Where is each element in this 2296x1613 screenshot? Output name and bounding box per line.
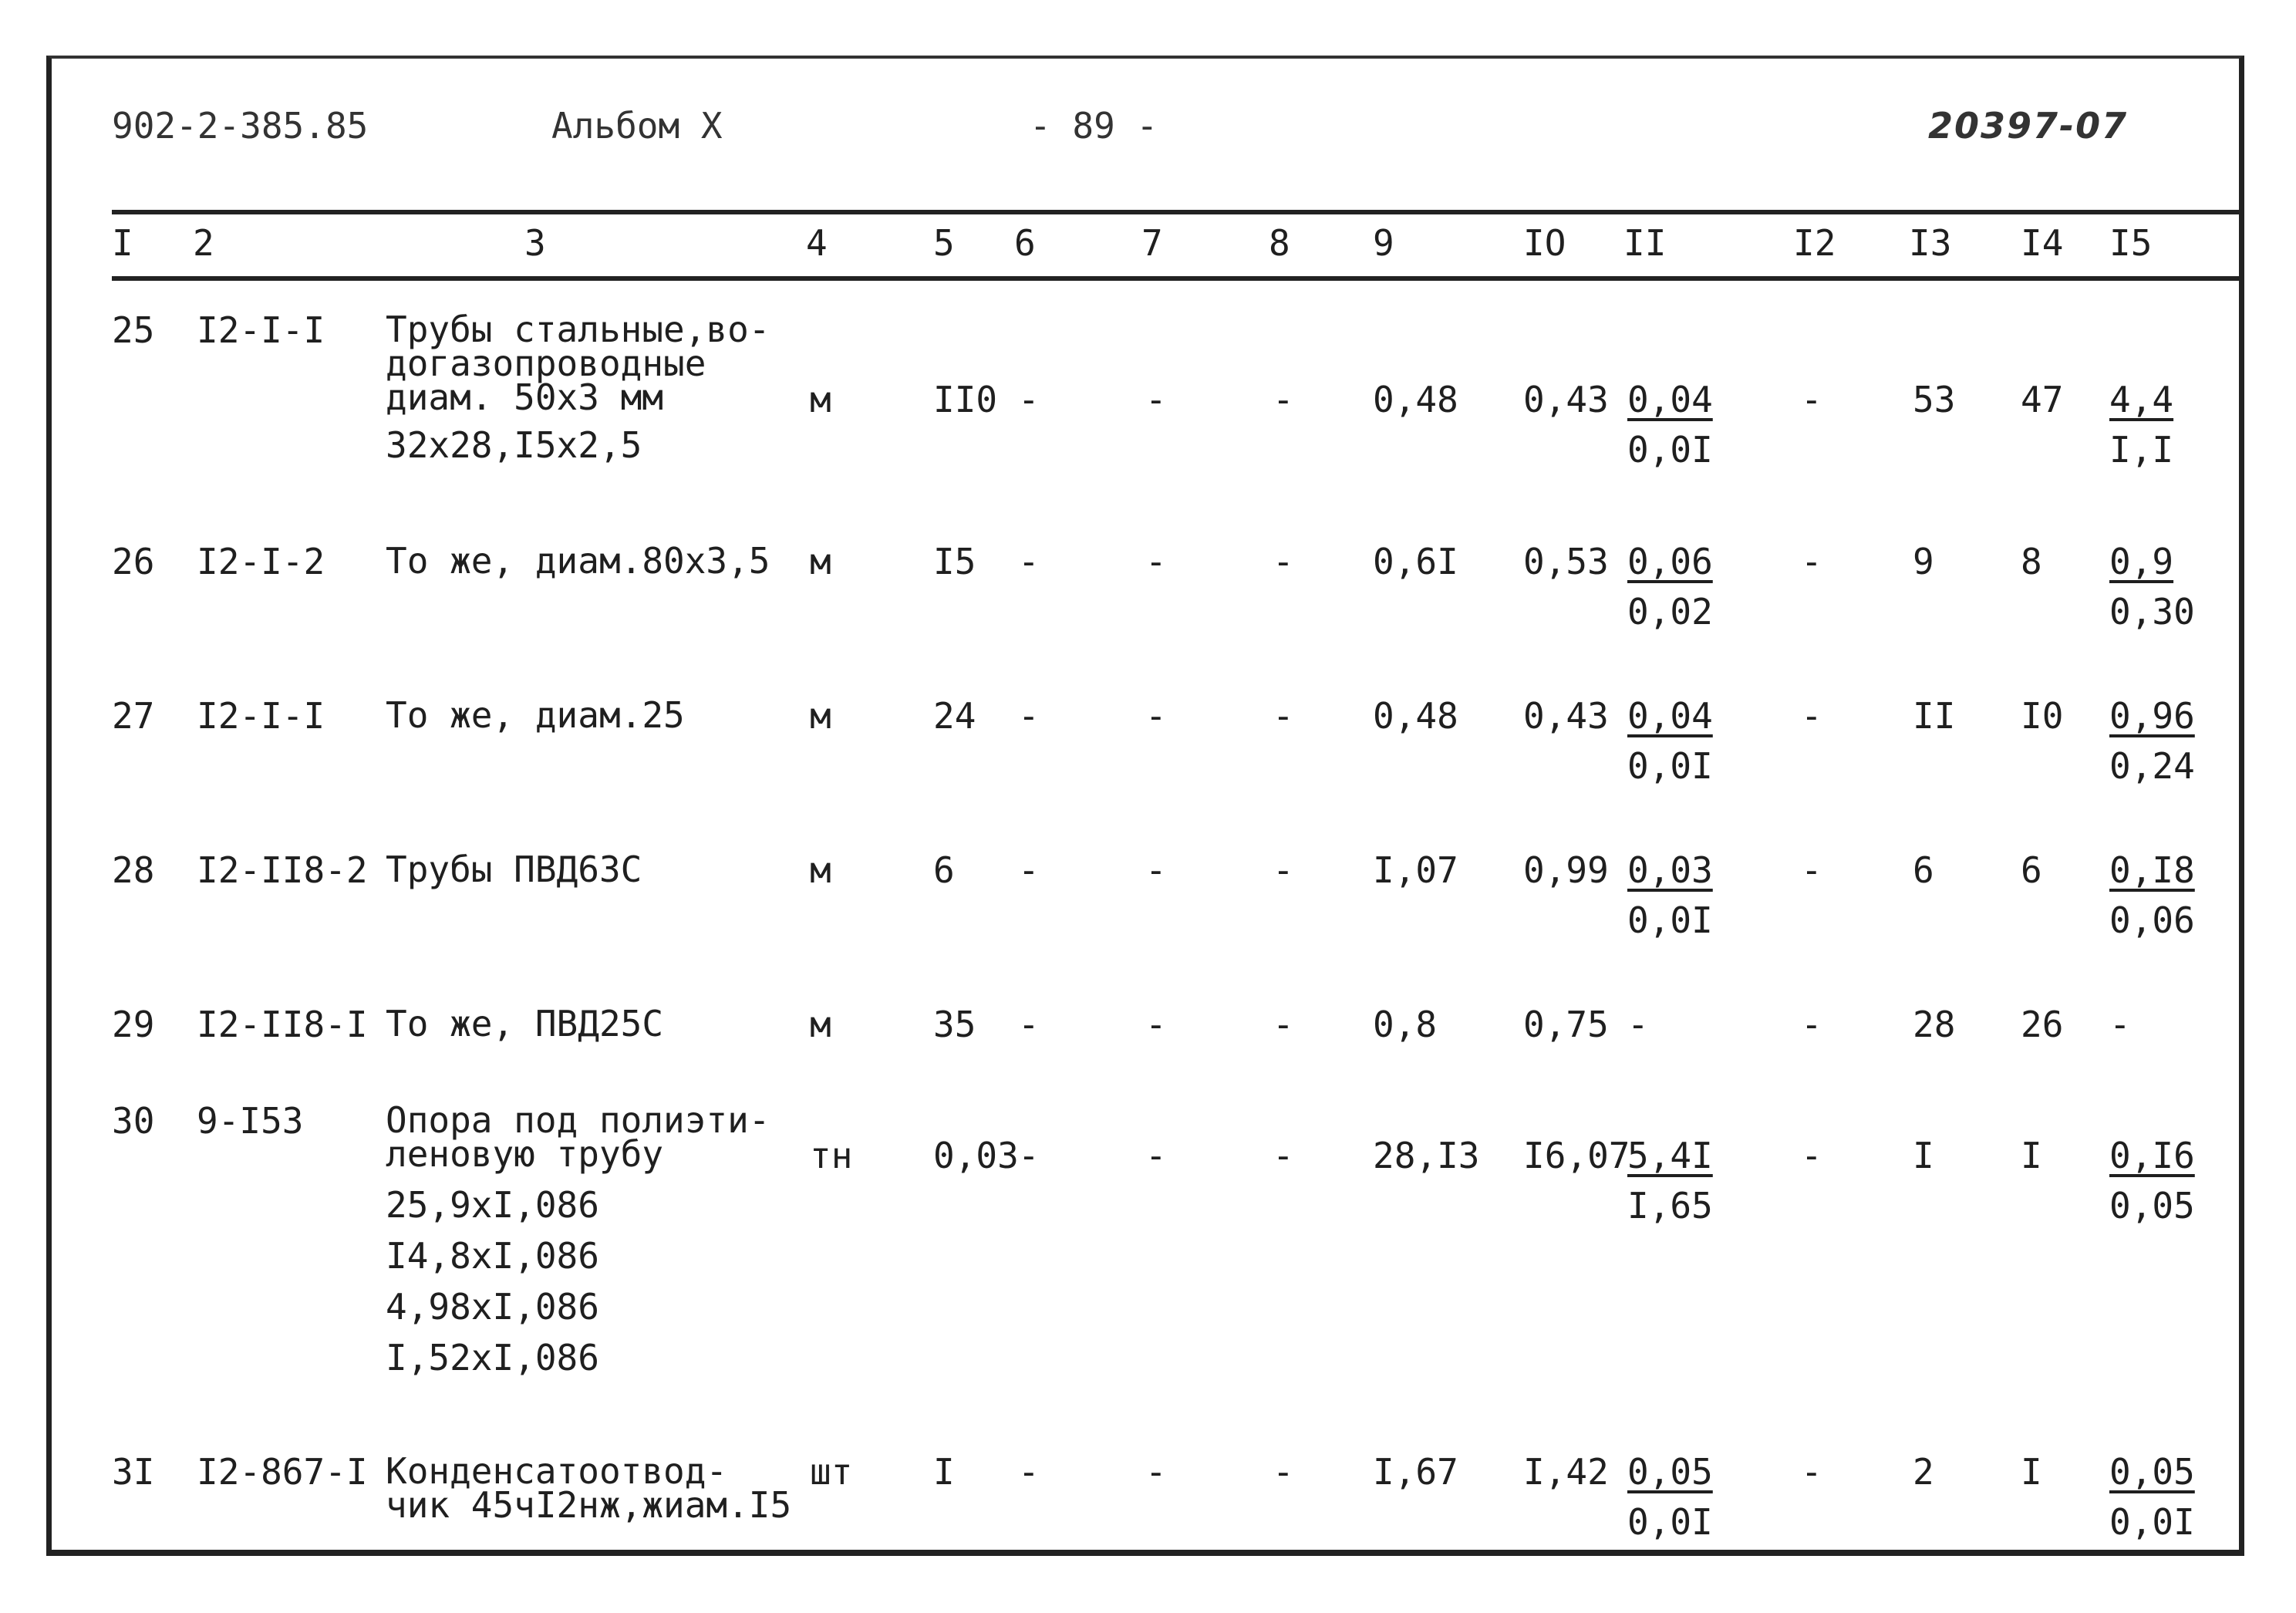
album-label: Альбом Х — [551, 105, 723, 147]
col-12-value: - — [1801, 849, 1822, 891]
col-8-value: - — [1273, 695, 1294, 737]
col-14-value: 47 — [2021, 379, 2064, 420]
quantity: 24 — [933, 695, 976, 737]
col-13-value: 9 — [1913, 541, 1934, 582]
description-line: чик 45чI2нж,жиам.I5 — [386, 1484, 792, 1526]
table-header-rule — [112, 276, 2244, 281]
description-line: Трубы стальные,во- — [386, 309, 770, 350]
quantity: I5 — [933, 541, 976, 582]
col-13-value: I — [1913, 1135, 1934, 1176]
col-15-lower: 0,06 — [2109, 899, 2195, 941]
column-header-1: I — [112, 222, 133, 264]
col-9-value: 0,48 — [1373, 695, 1458, 737]
quantity: 6 — [933, 849, 955, 891]
col-11-upper: 5,4I — [1627, 1135, 1713, 1176]
column-header-2: 2 — [193, 222, 214, 264]
table-top-rule — [112, 210, 2244, 214]
col-9-value: 0,8 — [1373, 1004, 1438, 1045]
col-9-value: I,07 — [1373, 849, 1458, 891]
quantity: 35 — [933, 1004, 976, 1045]
col-13-value: 53 — [1913, 379, 1956, 420]
row-number: 29 — [112, 1004, 155, 1045]
col-15-lower: I,I — [2109, 429, 2174, 471]
col-14-value: I — [2021, 1135, 2042, 1176]
col-6-value: - — [1018, 1004, 1040, 1045]
col-12-value: - — [1801, 1135, 1822, 1176]
col-15-upper: 0,9 — [2109, 541, 2174, 582]
col-13-value: 28 — [1913, 1004, 1956, 1045]
col-14-value: 26 — [2021, 1004, 2064, 1045]
col-11-upper: - — [1627, 1004, 1649, 1045]
column-header-13: I3 — [1909, 222, 1952, 264]
description-line: Опора под полиэти- — [386, 1099, 770, 1141]
rate-code: I2-II8-2 — [197, 849, 368, 891]
document-code: 902-2-385.85 — [112, 105, 369, 147]
col-11-lower: 0,0I — [1627, 429, 1713, 471]
description-line: 4,98хI,086 — [386, 1286, 599, 1328]
col-14-value: 6 — [2021, 849, 2042, 891]
col-6-value: - — [1018, 849, 1040, 891]
col-11-lower: 0,0I — [1627, 745, 1713, 787]
col-8-value: - — [1273, 849, 1294, 891]
description-line: 25,9хI,086 — [386, 1184, 599, 1226]
col-7-value: - — [1145, 541, 1167, 582]
col-11-lower: 0,0I — [1627, 899, 1713, 941]
unit: шт — [810, 1451, 853, 1493]
description-line: I4,8хI,086 — [386, 1235, 599, 1277]
col-9-value: 0,6I — [1373, 541, 1458, 582]
col-15-upper: 4,4 — [2109, 379, 2174, 420]
col-11-upper: 0,03 — [1627, 849, 1713, 891]
row-number: 26 — [112, 541, 155, 582]
col-6-value: - — [1018, 541, 1040, 582]
row-number: 25 — [112, 309, 155, 351]
column-header-15: I5 — [2109, 222, 2153, 264]
col-15-upper: - — [2109, 1004, 2131, 1045]
rate-code: I2-I-2 — [197, 541, 325, 582]
col-6-value: - — [1018, 1135, 1040, 1176]
column-header-7: 7 — [1141, 222, 1163, 264]
rate-code: I2-I-I — [197, 695, 325, 737]
quantity: II0 — [933, 379, 998, 420]
col-6-value: - — [1018, 695, 1040, 737]
column-header-8: 8 — [1269, 222, 1290, 264]
quantity: 0,03 — [933, 1135, 1019, 1176]
col-10-value: 0,43 — [1523, 695, 1609, 737]
col-8-value: - — [1273, 541, 1294, 582]
description-line: Трубы ПВД63С — [386, 849, 642, 890]
col-12-value: - — [1801, 541, 1822, 582]
unit: м — [810, 1004, 831, 1045]
col-14-value: I0 — [2021, 695, 2064, 737]
description-line: То же, диам.25 — [386, 694, 685, 736]
column-header-14: I4 — [2021, 222, 2064, 264]
row-number: 30 — [112, 1100, 155, 1142]
description-line: леновую трубу — [386, 1133, 664, 1175]
col-6-value: - — [1018, 379, 1040, 420]
column-header-10: IO — [1523, 222, 1566, 264]
col-10-value: I,42 — [1523, 1451, 1609, 1493]
rate-code: I2-II8-I — [197, 1004, 368, 1045]
col-13-value: 2 — [1913, 1451, 1934, 1493]
description-line: 32х28,I5х2,5 — [386, 424, 642, 466]
col-14-value: 8 — [2021, 541, 2042, 582]
col-8-value: - — [1273, 379, 1294, 420]
col-9-value: 0,48 — [1373, 379, 1458, 420]
col-14-value: I — [2021, 1451, 2042, 1493]
page-number: - 89 - — [1030, 105, 1158, 147]
col-11-upper: 0,05 — [1627, 1451, 1713, 1493]
col-7-value: - — [1145, 1004, 1167, 1045]
item-description — [386, 1003, 664, 1044]
col-12-value: - — [1801, 1451, 1822, 1493]
quantity: I — [933, 1451, 955, 1493]
col-12-value: - — [1801, 379, 1822, 420]
unit: м — [810, 849, 831, 891]
item-description — [386, 540, 770, 582]
col-10-value: 0,43 — [1523, 379, 1609, 420]
col-15-upper: 0,I6 — [2109, 1135, 2195, 1176]
col-11-lower: 0,0I — [1627, 1501, 1713, 1543]
item-description — [386, 1099, 770, 1378]
col-7-value: - — [1145, 695, 1167, 737]
rate-code: I2-I-I — [197, 309, 325, 351]
description-line: То же, диам.80х3,5 — [386, 540, 770, 582]
column-header-11: II — [1623, 222, 1667, 264]
col-10-value: 0,75 — [1523, 1004, 1609, 1045]
description-line: Конденсатоотвод- — [386, 1450, 728, 1492]
column-header-12: I2 — [1793, 222, 1836, 264]
unit: м — [810, 541, 831, 582]
item-description — [386, 1450, 792, 1526]
col-11-upper: 0,06 — [1627, 541, 1713, 582]
col-11-lower: I,65 — [1627, 1185, 1713, 1227]
unit: тн — [810, 1135, 853, 1176]
col-8-value: - — [1273, 1135, 1294, 1176]
col-12-value: - — [1801, 695, 1822, 737]
col-12-value: - — [1801, 1004, 1822, 1045]
description-line: То же, ПВД25С — [386, 1003, 664, 1044]
col-15-lower: 0,24 — [2109, 745, 2195, 787]
col-15-lower: 0,0I — [2109, 1501, 2195, 1543]
col-9-value: 28,I3 — [1373, 1135, 1480, 1176]
rate-code: I2-867-I — [197, 1451, 368, 1493]
col-15-upper: 0,05 — [2109, 1451, 2195, 1493]
item-description — [386, 309, 770, 466]
col-7-value: - — [1145, 849, 1167, 891]
row-number: 28 — [112, 849, 155, 891]
col-6-value: - — [1018, 1451, 1040, 1493]
col-10-value: 0,99 — [1523, 849, 1609, 891]
doc-number: 20397-07 — [1928, 105, 2129, 147]
unit: м — [810, 379, 831, 420]
col-10-value: I6,07 — [1523, 1135, 1630, 1176]
col-8-value: - — [1273, 1451, 1294, 1493]
col-11-upper: 0,04 — [1627, 695, 1713, 737]
col-13-value: 6 — [1913, 849, 1934, 891]
column-header-9: 9 — [1373, 222, 1394, 264]
col-15-upper: 0,96 — [2109, 695, 2195, 737]
col-10-value: 0,53 — [1523, 541, 1609, 582]
column-header-4: 4 — [806, 222, 828, 264]
row-number: 27 — [112, 695, 155, 737]
description-line: догазопроводные — [386, 343, 706, 384]
col-15-lower: 0,30 — [2109, 591, 2195, 633]
column-header-6: 6 — [1014, 222, 1036, 264]
col-15-upper: 0,I8 — [2109, 849, 2195, 891]
column-header-5: 5 — [933, 222, 955, 264]
rate-code: 9-I53 — [197, 1100, 304, 1142]
col-13-value: II — [1913, 695, 1956, 737]
item-description — [386, 849, 642, 890]
col-8-value: - — [1273, 1004, 1294, 1045]
col-15-lower: 0,05 — [2109, 1185, 2195, 1227]
col-11-lower: 0,02 — [1627, 591, 1713, 633]
item-description — [386, 694, 685, 736]
col-7-value: - — [1145, 1451, 1167, 1493]
description-line: I,52хI,086 — [386, 1337, 599, 1378]
col-11-upper: 0,04 — [1627, 379, 1713, 420]
col-9-value: I,67 — [1373, 1451, 1458, 1493]
col-7-value: - — [1145, 379, 1167, 420]
column-header-3: 3 — [524, 222, 546, 264]
col-7-value: - — [1145, 1135, 1167, 1176]
description-line: диам. 50х3 мм — [386, 376, 664, 418]
unit: м — [810, 695, 831, 737]
row-number: 3I — [112, 1451, 155, 1493]
